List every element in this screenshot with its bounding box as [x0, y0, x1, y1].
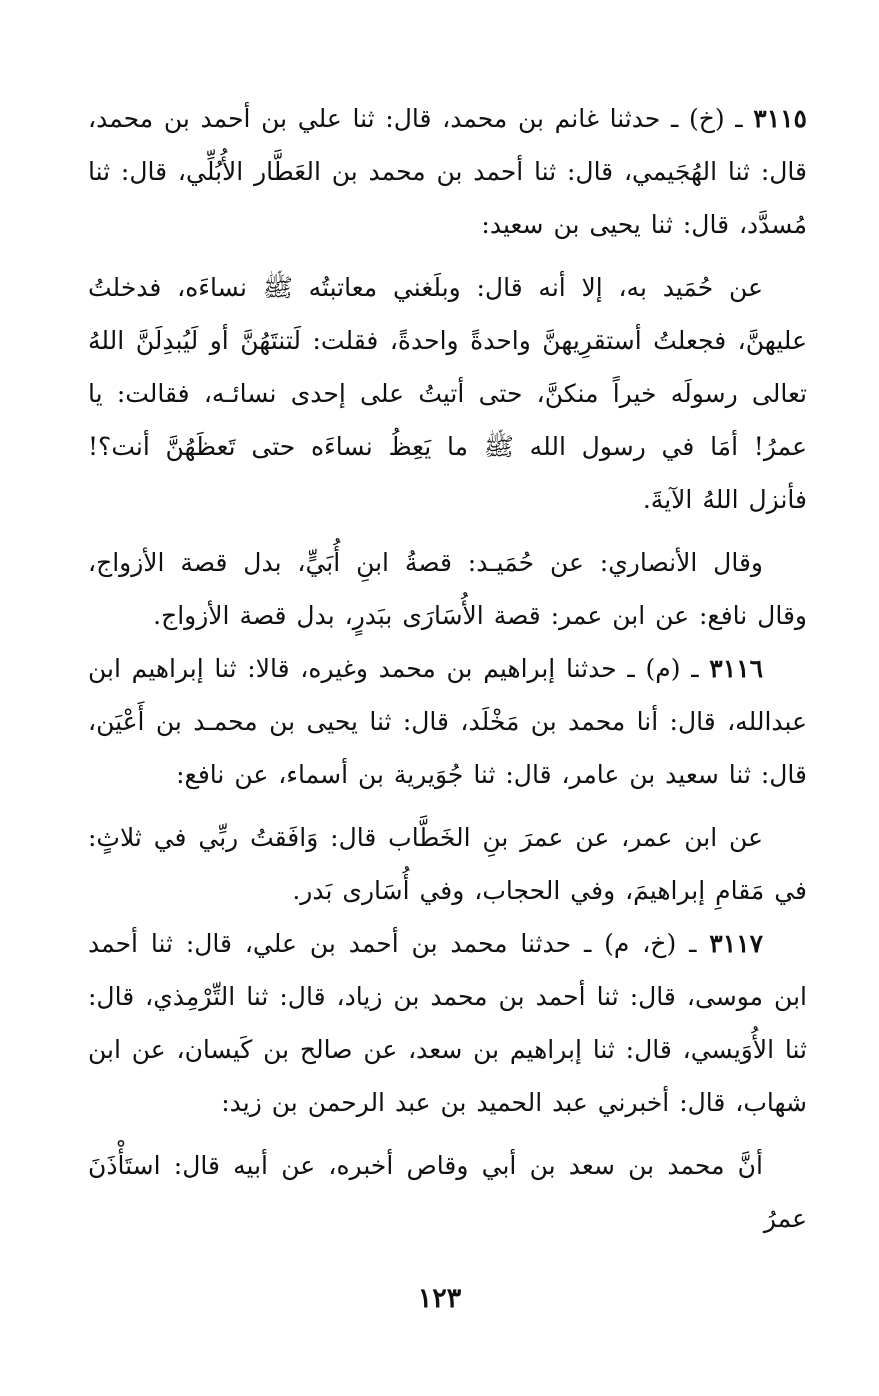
- isnad-text: ـ (خ) ـ حدثنا غانم بن محمد، قال: ثنا علي بن أحمد بن محمد، قال: ثنا الهُجَيمي، قال: ثنا أحمد بن محمد بن العَطَّار الأُبُلِّي، قال: ثنا مُسدَّد، قال: ثنا يحيى بن سعيد:: [88, 104, 807, 239]
- hadith-isnad-3115: [88, 92, 807, 251]
- hadith-number: ٣١١٥: [753, 104, 807, 133]
- hadith-matn: عن حُمَيد به، إلا أنه قال: وبلَغني معاتبتُه ﷺ نساءَه، فدخلتُ عليهنَّ، فجعلتُ أستقرِيهنَّ واحدةً واحدةً، فقلت: لَتنتَهُنَّ أو لَيُبدِلَنَّ اللهُ تعالى رسولَه خيراً منكنَّ، حتى أتيتُ على إحدى نسائـه، فقالت: يا عمرُ! أمَا في رسول الله ﷺ ما يَعِظُ نساءَه حتى تَعظَهُنَّ أنت؟! فأنزل اللهُ الآيةَ.: [88, 273, 807, 514]
- hadith-matn: أنَّ محمد بن سعد بن أبي وقاص أخبره، عن أبيه قال: استَأْذَنَ عمرُ: [88, 1151, 807, 1233]
- hadith-note: وقال الأنصاري: عن حُمَيـد: قصةُ ابنِ أُبَيٍّ، بدل قصة الأزواج، وقال نافع: عن ابن عمر: قصة الأُسَارَى ببَدرٍ، بدل قصة الأزواج.: [88, 548, 807, 630]
- hadith-isnad-3117: [88, 917, 807, 1129]
- page-number: ١٢٣: [417, 1283, 462, 1314]
- page-body: [88, 92, 807, 1245]
- hadith-isnad-3116: [88, 642, 807, 801]
- hadith-number: ٣١١٧: [709, 929, 763, 958]
- hadith-matn: عن ابن عمر، عن عمرَ بنِ الخَطَّاب قال: وَافَقتُ ربِّي في ثلاثٍ: في مَقامِ إبراهيمَ، وفي الحجاب، وفي أُسَارى بَدر.: [88, 823, 807, 905]
- isnad-text: ـ (خ، م) ـ حدثنا محمد بن أحمد بن علي، قال: ثنا أحمد ابن موسى، قال: ثنا أحمد بن محمد بن زياد، قال: ثنا التِّرْمِذي، قال: ثنا الأُوَيسي، قال: ثنا إبراهيم بن سعد، عن صالح بن كَيسان، عن ابن شهاب، قال: أخبرني عبد الحميد بن عبد الرحمن بن زيد:: [88, 929, 807, 1117]
- isnad-text: ـ (م) ـ حدثنا إبراهيم بن محمد وغيره، قالا: ثنا إبراهيم ابن عبدالله، قال: أنا محمد بن مَخْلَد، قال: ثنا يحيى بن محمـد بن أَعْيَن، قال: ثنا سعيد بن عامر، قال: ثنا جُوَيرية بن أسماء، عن نافع:: [88, 654, 807, 789]
- hadith-number: ٣١١٦: [709, 654, 764, 683]
